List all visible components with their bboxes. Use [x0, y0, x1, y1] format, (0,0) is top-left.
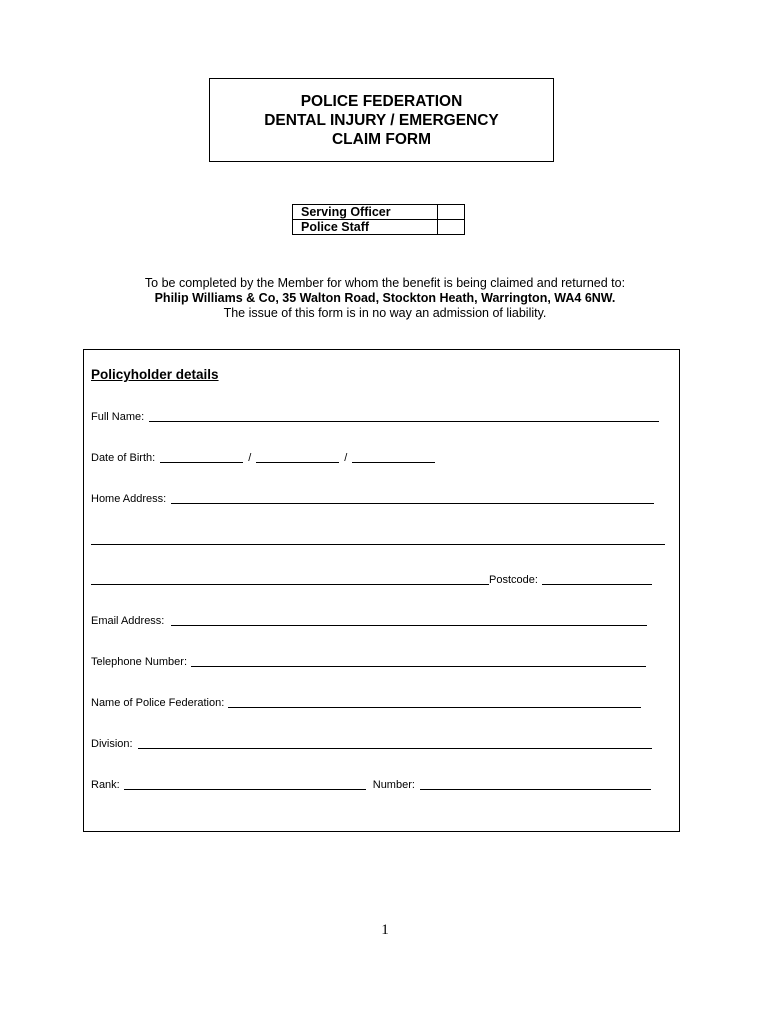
form-title-line-2: DENTAL INJURY / EMERGENCY — [264, 111, 499, 129]
full-name-field[interactable] — [149, 409, 659, 422]
division-label: Division: — [91, 738, 133, 750]
date-of-birth-row — [91, 449, 435, 465]
full-name-label: Full Name: — [91, 411, 145, 423]
policyholder-section-title: Policyholder details — [91, 367, 219, 382]
dob-year-field[interactable] — [352, 450, 435, 463]
division-row — [91, 735, 652, 751]
liability-disclaimer: The issue of this form is in no way an admission of liability. — [223, 306, 547, 320]
dob-day-field[interactable] — [160, 450, 243, 463]
police-staff-label: Police Staff — [293, 220, 438, 235]
rank-field[interactable] — [124, 777, 366, 790]
police-staff-checkbox[interactable] — [438, 220, 465, 235]
instructions-line-1: To be completed by the Member for whom the benefit is being claimed and returned to: — [144, 276, 626, 290]
page-number: 1 — [381, 922, 389, 938]
serving-officer-checkbox[interactable] — [438, 205, 465, 220]
police-federation-label: Name of Police Federation: — [91, 697, 225, 709]
home-address-line-1-field[interactable] — [171, 491, 654, 504]
member-status-table — [292, 204, 465, 235]
dob-month-field[interactable] — [256, 450, 339, 463]
postcode-field[interactable] — [542, 572, 652, 585]
form-title-box — [209, 78, 554, 162]
telephone-row — [91, 653, 646, 669]
home-address-line-3-field[interactable] — [91, 572, 489, 585]
home-address-label: Home Address: — [91, 493, 167, 505]
dob-separator-1: / — [248, 452, 252, 464]
email-row — [91, 612, 647, 628]
form-title-line-1: POLICE FEDERATION — [300, 92, 463, 110]
postcode-label: Postcode: — [489, 574, 538, 586]
rank-label: Rank: — [91, 779, 120, 791]
home-address-line-3-row — [91, 571, 652, 587]
police-federation-row — [91, 694, 641, 710]
number-label: Number: — [372, 779, 415, 791]
home-address-line-2-row — [91, 531, 665, 547]
serving-officer-label: Serving Officer — [293, 205, 438, 220]
policyholder-details-box — [83, 349, 680, 832]
status-row-serving-officer — [293, 205, 465, 220]
home-address-row — [91, 490, 654, 506]
telephone-label: Telephone Number: — [91, 656, 188, 668]
division-field[interactable] — [138, 736, 652, 749]
telephone-field[interactable] — [191, 654, 646, 667]
form-title-line-3: CLAIM FORM — [331, 130, 431, 148]
status-row-police-staff — [293, 220, 465, 235]
police-federation-field[interactable] — [228, 695, 641, 708]
date-of-birth-label: Date of Birth: — [91, 452, 156, 464]
full-name-row — [91, 408, 659, 424]
email-label: Email Address: — [91, 615, 165, 627]
number-field[interactable] — [420, 777, 651, 790]
return-address: Philip Williams & Co, 35 Walton Road, Stockton Heath, Warrington, WA4 6NW. — [154, 291, 616, 305]
instructions — [0, 276, 770, 321]
dob-separator-2: / — [344, 452, 348, 464]
email-field[interactable] — [171, 613, 647, 626]
rank-number-row — [91, 776, 651, 792]
home-address-line-2-field[interactable] — [91, 532, 665, 545]
